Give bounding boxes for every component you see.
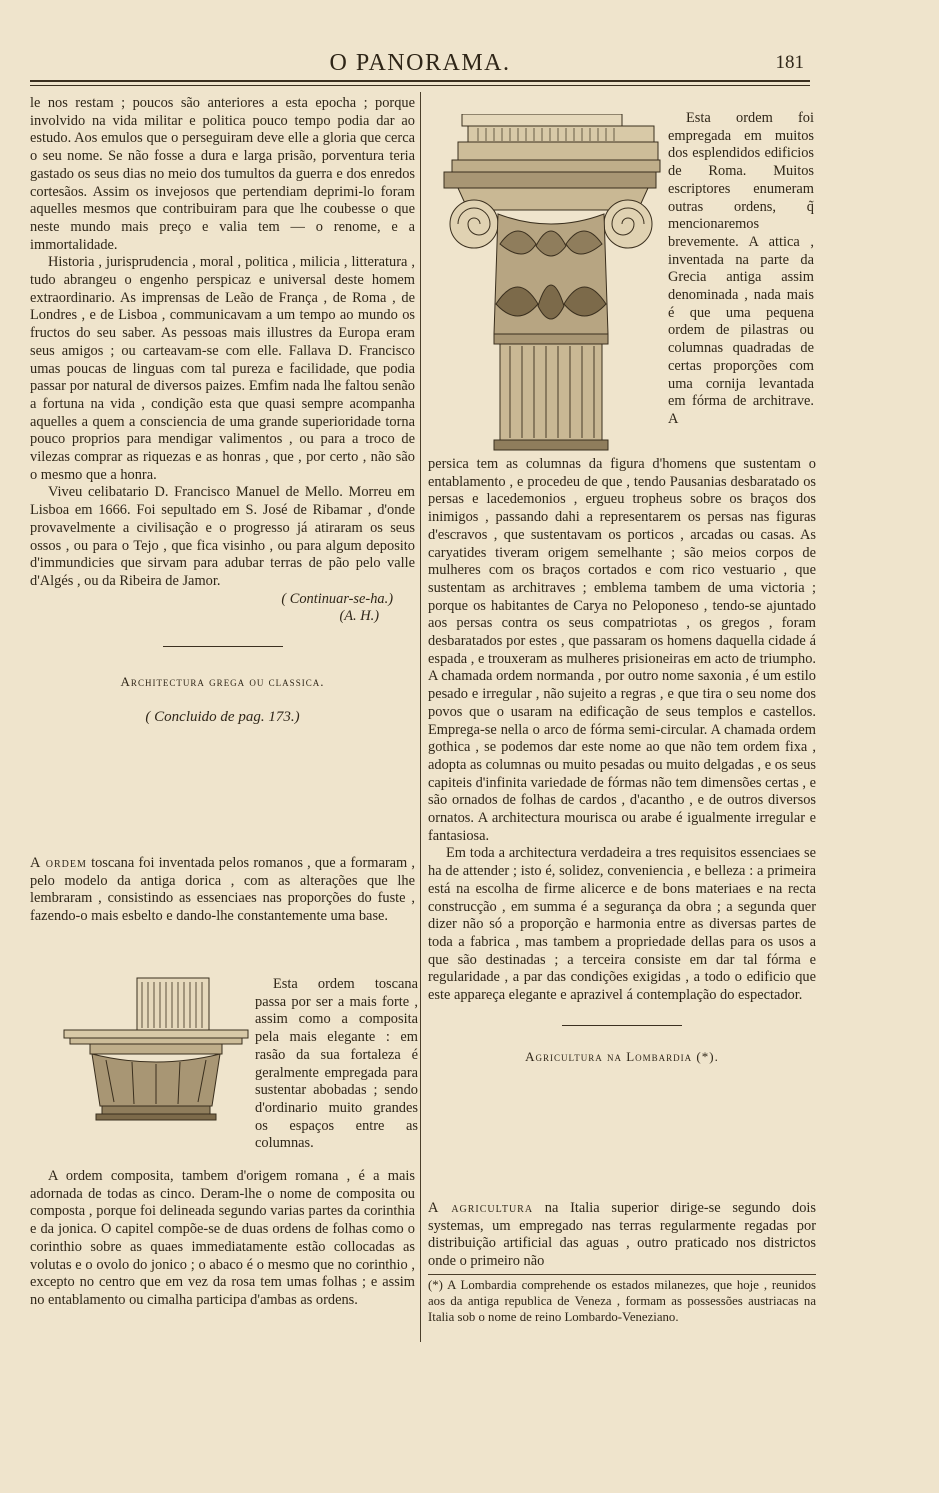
concluded-note: ( Concluido de pag. 173.) bbox=[145, 708, 300, 725]
toscana-capital-engraving bbox=[62, 974, 250, 1124]
paragraph: le nos restam ; poucos são anteriores a esta epocha ; porque involvido na vida militar e politica pouco tempo podia dar ao estudo. Aos emulos que o perseguiram deve elle a gloria que cerca o seu nome. Se não fosse a dura e larga prisão, porventura teria gastado os seus dias no meio dos tumultos da guerra e dos enredos cortesãos. Assim os invejosos que pertendiam deprimi-lo foram aquelles mesmos que contribuiram para que lhe coubesse o que neste mundo mais preço e valia tem — o renome, e a immortalidade. bbox=[30, 95, 415, 253]
footnote: (*) A Lombardia comprehende os estados milanezes, que hoje , reunidos aos da antiga republica de Veneza , formam as possessões austriacas na Italia sob o nome de reino Lombardo-Veneziano. bbox=[428, 1274, 816, 1325]
column-1-article-start bbox=[30, 855, 415, 926]
paragraph: A ordem composita, tambem d'origem romana , é a mais adornada de todas as cinco. Deram-lhe o nome de composita ou composta , porque foi delineada segundo varias partes da corinthia e da jonica. O capitel compõe-se de duas ordens de folhas como o corinthio sobre as quaes immediatamente estão collocadas as volutas e o ovolo do jonico ; o abaco é o mesmo que no corinthio , excepto no centro que em vez da rosa tem umas folhas ; e assim no entablamento ou cimalha participa d'ambas as ordens. bbox=[30, 1168, 415, 1308]
column-2-agriculture bbox=[428, 1200, 816, 1271]
paragraph: Em toda a architectura verdadeira a tres requisitos essenciaes se ha de attender ; isto é, solidez, conveniencia , e belleza : a primeira está na escolha de firme alicerce e de bons materiaes e na recta construcção , em summa é a segurança da obra ; a segunda quer dizer não só a proporção e harmonia entre as diversas partes de toda a fabrica , mas tambem a propriedade dellas para os usos a que são destinadas ; a terceira consiste em dar tal fórma e regularidade , a par das condições exigidas , a todo o edificio que este appareça elegante e aprazivel á contemplação do espectador. bbox=[428, 845, 816, 1004]
paragraph: Viveu celibatario D. Francisco Manuel de Mello. Morreu em Lisboa em 1666. Foi sepultado em S. José de Ribamar , d'onde provavelmente a civilisação e o progresso já atiraram os seus ossos , ou para o Tejo , que fica visinho , ou para algum deposito d'immundicies que sirvam para adubar terras de pão pelo valle d'Algés , ou da Ribeira de Jamor. bbox=[30, 484, 415, 589]
paragraph bbox=[428, 1200, 816, 1271]
author-signature: (A. H.) bbox=[339, 608, 379, 625]
page-number: 181 bbox=[775, 52, 804, 73]
column-1-bottom bbox=[30, 1168, 415, 1310]
masthead bbox=[30, 50, 810, 78]
paragraph-text: na Italia superior dirige-se segundo dois systemas, um empregado nas terras regularmente regadas por distribuição artificial das aguas , outro praticado nos districtos onde o primeiro não bbox=[428, 1200, 816, 1270]
column-2-article-continued bbox=[428, 456, 816, 1066]
paragraph: Esta ordem toscana passa por ser a mais forte , assim como a composita pela mais elegante : em rasão da sua fortaleza é geralmente empregada para sustentar abobadas ; sendo d'ordinario muito grandes os espaços entre as columnas. bbox=[255, 976, 418, 1152]
lead-word: A agricultura bbox=[428, 1200, 534, 1216]
article-title: Agricultura na Lombardia (*). bbox=[525, 1048, 719, 1064]
paragraph: persica tem as columnas da figura d'homens que sustentam o entablamento , e procedeu de que , tendo Pausanias desbaratado os persas e lacedemonios , ergueu tropheus sobre os braços dos inimigos , passando dahi a representarem os persas nas figuras d'escravos , que sustentavam os porticos , arcadas ou casas. As caryatides tiveram origem semelhante ; são meios corpos de mulheres com os braços cortados e com rico vestuario , que sustentam as architraves ; emblema tambem de uma victoria ; porque os habitantes de Carya no Peloponeso , tendo-se ajuntado aos persas contra os seus compatriotas , os gregos , foram desbaratados por estes , que passaram os homens daquella cidade á espada , e trouxeram as mulheres prisioneiras em acto de triumpho. A chamada ordem normanda , por outro nome saxonia , é um estilo pesado e irregular , não sujeito a regras , e que tira o seu nome dos povos que o usaram na edificação de seus templos e castellos. Emprega-se nella o arco de fórma semi-circular. A chamada ordem gothica , se podemos dar este nome ao que não tem ordem fixa , adopta as columnas ou muito pesadas ou muito delgadas , e os seus capiteis d'infinita variedade de fórmas não tem dimensões certas , e são ornados de folhas de cardos , d'acantho , e de outros diversos ornatos. A architectura mourisca ou arabe é igualmente irregular e fantasiosa. bbox=[428, 456, 816, 844]
newspaper-title: O PANORAMA. bbox=[329, 50, 511, 76]
column-divider bbox=[420, 92, 421, 1342]
paragraph bbox=[30, 855, 415, 926]
paragraph: Historia , jurisprudencia , moral , politica , milicia , litteratura , tudo abrangeu o engenho perspicaz e universal deste homem extraordinario. As imprensas de Leão de França , de Roma , de Londres , e de Lisboa , communicavam a um tempo ao mundo os fructos do seu saber. As pessoas mais illustres da Europa eram seus amigos ; ou carteavam-se com elle. Fallava D. Francisco umas poucas de linguas com tal pureza e facilidade, que podia passar por natural de diversos paizes. Emfim nada lhe faltou senão a fortuna na vida , condição esta que quasi sempre acompanha aquelles a quem a consciencia de uma grande superioridade torna pouco proprios para mendigar valimentos , ou para a troco de vilezas comprar as riquezas e as honras , que , por certo , não são o mesmo que a honra. bbox=[30, 254, 415, 483]
composite-capital-engraving bbox=[438, 114, 664, 452]
header-rule bbox=[30, 80, 810, 86]
paragraph-text: toscana foi inventada pelos romanos , que a formaram , pelo modelo da antiga dorica , com as alterações que lhe lembraram , consistindo as essenciaes nas proporções do fuste , fazendo-o mais esbelto e dando-lhe constantemente uma base. bbox=[30, 855, 415, 925]
continuation-note: ( Continuar-se-ha.) bbox=[281, 590, 393, 607]
paragraph: Esta ordem foi empregada em muitos dos esplendidos edificios de Roma. Muitos escriptores enumeram outras ordens, q̃ mencionaremos brevemente. A attica , inventada na parte da Grecia antiga assim denominada , nada mais é que uma pequena ordem de pilastras ou columnas quadradas de certas proporções com uma cornija levantada em fórma de architrave. A bbox=[668, 110, 814, 427]
toscana-wrap-text bbox=[255, 976, 418, 1153]
column-1-top bbox=[30, 95, 415, 727]
composite-wrap-text bbox=[668, 110, 814, 429]
article-title: Architectura grega ou classica. bbox=[120, 674, 325, 690]
lead-word: A ordem bbox=[30, 855, 87, 871]
